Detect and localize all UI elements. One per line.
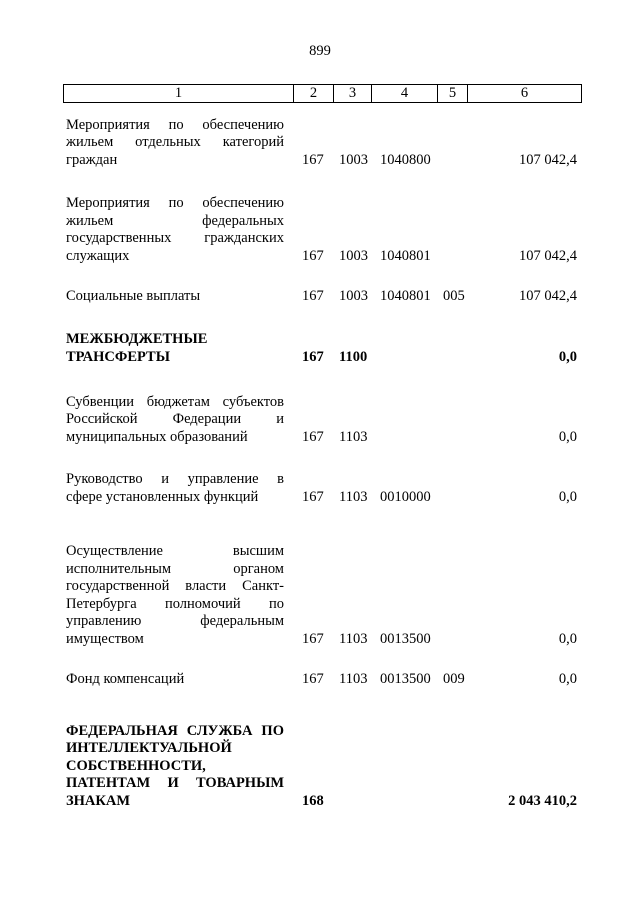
row-type: 009 xyxy=(443,670,465,687)
row-target: 1040801 xyxy=(380,287,431,304)
row-target: 0010000 xyxy=(380,488,431,505)
row-type: 005 xyxy=(443,287,465,304)
row-code: 167 xyxy=(302,348,324,365)
header-col-6: 6 xyxy=(520,85,529,101)
row-name-line: граждан xyxy=(66,151,118,168)
row-name xyxy=(66,331,284,366)
row-name xyxy=(66,723,284,811)
header-col-3: 3 xyxy=(334,85,372,102)
table-header xyxy=(63,84,582,103)
row-code: 168 xyxy=(302,792,324,809)
row-name-line: Руководство и управление в xyxy=(66,471,284,487)
row-name xyxy=(66,394,284,447)
table-row xyxy=(0,111,640,169)
row-name-line: Мероприятия по обеспечению xyxy=(66,116,284,133)
row-code: 167 xyxy=(302,630,324,647)
row-name-line: Социальные выплаты xyxy=(66,287,201,304)
row-name-line: МЕЖБЮДЖЕТНЫЕ xyxy=(66,331,208,347)
row-sum: 2 043 410,2 xyxy=(508,792,577,809)
table-row xyxy=(0,389,640,446)
row-code: 167 xyxy=(302,151,324,168)
row-section: 1103 xyxy=(339,630,368,647)
row-code: 167 xyxy=(302,428,324,445)
row-name-line: СОБСТВЕННОСТИ, xyxy=(66,757,206,774)
row-section: 1003 xyxy=(339,287,368,304)
row-sum: 0,0 xyxy=(558,630,577,647)
row-target: 1040800 xyxy=(380,151,431,168)
row-name-line: жильем отдельных категорий xyxy=(66,134,284,150)
row-code: 167 xyxy=(302,488,324,505)
row-name-line: Мероприятия по обеспечению xyxy=(66,195,284,211)
row-name-line: жильем федеральных xyxy=(66,212,284,229)
row-name-line: ТРАНСФЕРТЫ xyxy=(66,348,170,365)
row-name xyxy=(66,117,284,170)
row-name-line: ПАТЕНТАМ И ТОВАРНЫМ xyxy=(66,775,284,791)
table-row xyxy=(0,470,640,506)
row-sum: 0,0 xyxy=(558,670,577,687)
row-code: 167 xyxy=(302,287,324,304)
row-section: 1103 xyxy=(339,488,368,505)
row-sum: 0,0 xyxy=(558,428,577,445)
row-name-line: ФЕДЕРАЛЬНАЯ СЛУЖБА ПО xyxy=(66,722,284,739)
row-name-line: ИНТЕЛЛЕКТУАЛЬНОЙ xyxy=(66,740,232,756)
header-col-1: 1 xyxy=(64,85,294,102)
row-name-line: государственных гражданских xyxy=(66,230,284,246)
row-name-line: Российской Федерации и xyxy=(66,411,284,427)
row-name-line: служащих xyxy=(66,247,130,264)
row-name-line: ЗНАКАМ xyxy=(66,792,131,809)
row-section: 1103 xyxy=(339,670,368,687)
row-target: 0013500 xyxy=(380,670,431,687)
table-row xyxy=(0,328,640,366)
row-name xyxy=(66,543,284,648)
row-name-line: исполнительным органом xyxy=(66,560,284,577)
row-section: 1003 xyxy=(339,247,368,264)
row-name xyxy=(66,671,284,689)
row-section: 1100 xyxy=(339,348,368,365)
row-name xyxy=(66,471,284,506)
row-name-line: муниципальных образований xyxy=(66,428,248,445)
row-name-line: Фонд компенсаций xyxy=(66,670,185,687)
row-code: 167 xyxy=(302,670,324,687)
table-row xyxy=(0,542,640,648)
row-section: 1103 xyxy=(339,428,368,445)
row-target: 1040801 xyxy=(380,247,431,264)
row-sum: 0,0 xyxy=(558,348,577,365)
row-code: 167 xyxy=(302,247,324,264)
row-name-line: государственной власти Санкт- xyxy=(66,578,284,594)
row-name-line: сфере установленных функций xyxy=(66,488,259,505)
row-name-line: Петербурга полномочий по xyxy=(66,595,284,612)
row-name-line: имуществом xyxy=(66,630,144,647)
row-sum: 107 042,4 xyxy=(519,287,577,304)
row-section: 1003 xyxy=(339,151,368,168)
row-sum: 0,0 xyxy=(558,488,577,505)
row-name-line: управлению федеральным xyxy=(66,613,284,629)
page-number: 899 xyxy=(309,43,331,59)
table-row xyxy=(0,668,640,688)
row-name-line: Субвенции бюджетам субъектов xyxy=(66,393,284,410)
header-col-5: 5 xyxy=(438,85,468,102)
row-name-line: Осуществление высшим xyxy=(66,543,284,559)
header-col-2: 2 xyxy=(294,85,334,102)
header-col-4: 4 xyxy=(372,85,438,102)
row-name xyxy=(66,288,284,306)
row-target: 0013500 xyxy=(380,630,431,647)
row-name xyxy=(66,195,284,265)
table-row xyxy=(0,285,640,305)
table-row xyxy=(0,192,640,265)
table-row xyxy=(0,720,640,810)
row-sum: 107 042,4 xyxy=(519,151,577,168)
row-sum: 107 042,4 xyxy=(519,247,577,264)
